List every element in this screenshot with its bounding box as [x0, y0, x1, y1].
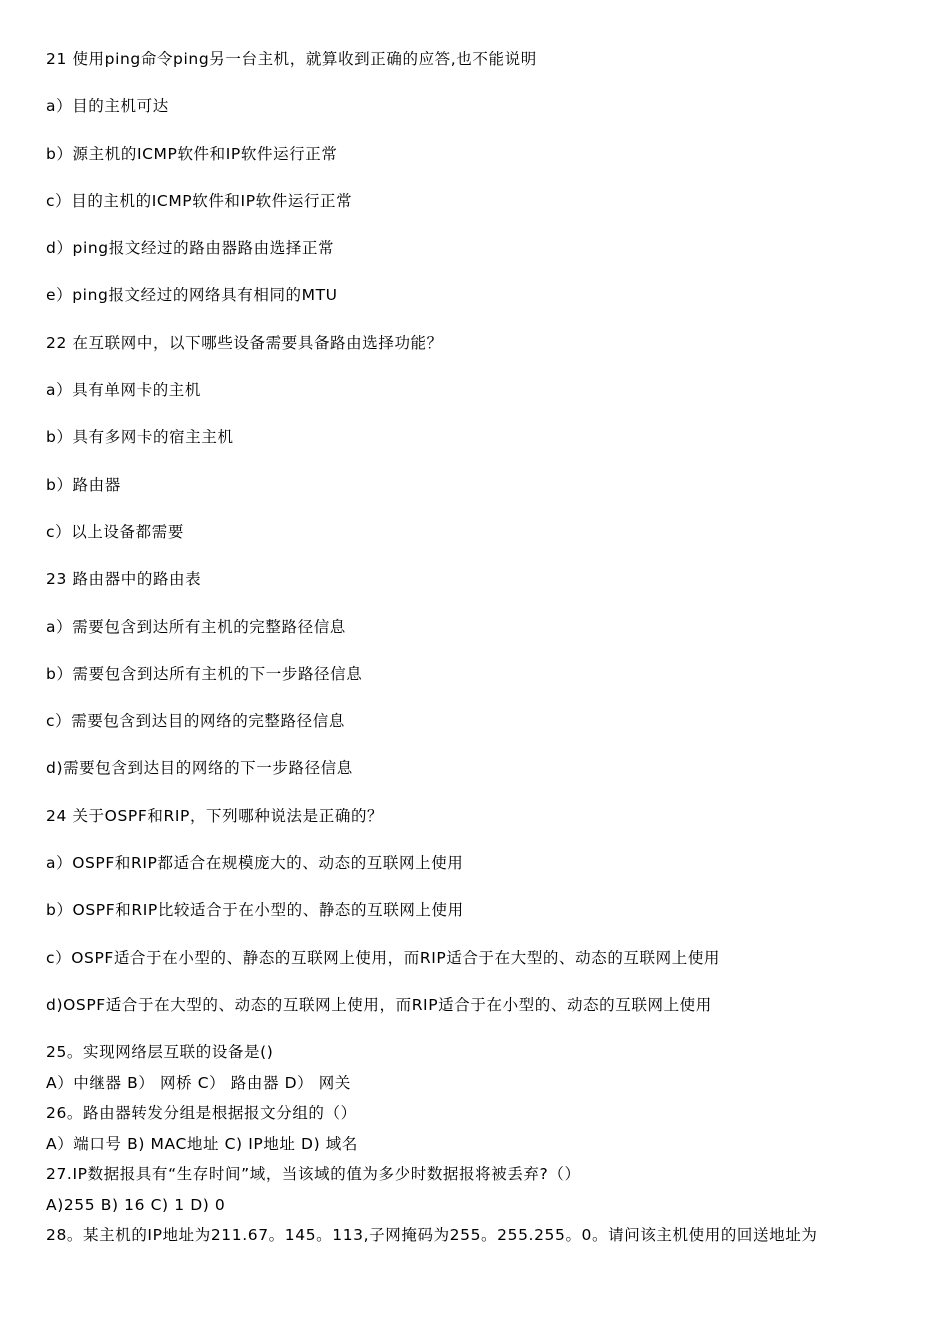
- question-21: 21 使用ping命令ping另一台主机，就算收到正确的应答,也不能说明: [46, 50, 537, 68]
- q21-option-b: b）源主机的ICMP软件和IP软件运行正常: [46, 144, 338, 163]
- q23-option-d: d)需要包含到达目的网络的下一步路径信息: [46, 759, 353, 778]
- q23-option-b: b）需要包含到达所有主机的下一步路径信息: [46, 664, 363, 683]
- document-page: [46, 48, 926, 1255]
- question-26: 26。路由器转发分组是根据报文分组的（）: [46, 1104, 357, 1123]
- question-23: 23 路由器中的路由表: [46, 570, 202, 589]
- q22-option-c: c）以上设备都需要: [46, 522, 184, 541]
- q22-option-a: a）具有单网卡的主机: [46, 381, 201, 400]
- q25-options: A）中继器 B） 网桥 C） 路由器 D） 网关: [46, 1073, 351, 1092]
- q21-option-c: c）目的主机的ICMP软件和IP软件运行正常: [46, 191, 353, 210]
- q27-options: A)255 B) 16 C) 1 D) 0: [46, 1195, 226, 1214]
- q22-option-b2: b）路由器: [46, 475, 121, 494]
- q24-option-a: a）OSPF和RIP都适合在规模庞大的、动态的互联网上使用: [46, 854, 464, 873]
- question-27: 27.IP数据报具有“生存时间”域，当该域的值为多少时数据报将被丢弃?（）: [46, 1165, 581, 1184]
- q22-option-b: b）具有多网卡的宿主主机: [46, 428, 234, 447]
- q24-option-d: d)OSPF适合于在大型的、动态的互联网上使用，而RIP适合于在小型的、动态的互联网上使用: [46, 995, 712, 1014]
- q23-option-c: c）需要包含到达目的网络的完整路径信息: [46, 712, 345, 731]
- question-25: 25。实现网络层互联的设备是(): [46, 1043, 274, 1062]
- q23-option-a: a）需要包含到达所有主机的完整路径信息: [46, 617, 346, 636]
- q21-option-d: d）ping报文经过的路由器路由选择正常: [46, 239, 335, 258]
- q26-options: A）端口号 B) MAC地址 C) IP地址 D) 域名: [46, 1134, 358, 1153]
- q21-option-a: a）目的主机可达: [46, 97, 169, 116]
- q24-option-b: b）OSPF和RIP比较适合于在小型的、静态的互联网上使用: [46, 901, 464, 920]
- q24-option-c: c）OSPF适合于在小型的、静态的互联网上使用，而RIP适合于在大型的、动态的互联网上使用: [46, 948, 721, 967]
- question-28: 28。某主机的IP地址为211.67。145。113,子网掩码为255。255.255。0。请问该主机使用的回送地址为: [46, 1226, 818, 1245]
- question-24: 24 关于OSPF和RIP，下列哪种说法是正确的？: [46, 806, 384, 825]
- q21-option-e: e）ping报文经过的网络具有相同的MTU: [46, 286, 338, 305]
- question-22: 22 在互联网中，以下哪些设备需要具备路由选择功能？: [46, 333, 443, 352]
